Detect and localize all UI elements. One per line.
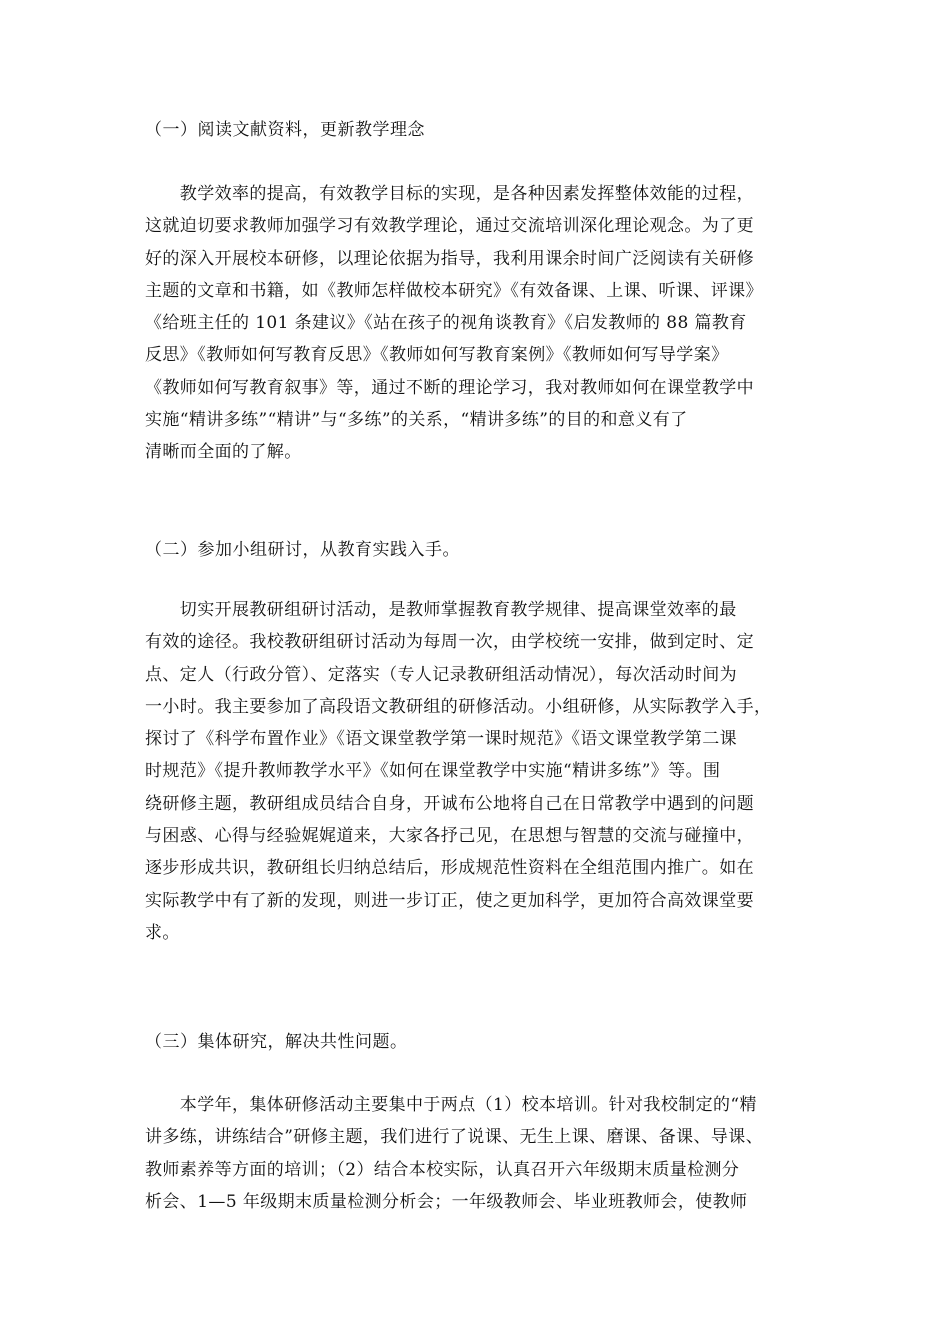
paragraph-line: 反思》《教师如何写教育反思》《教师如何写教育案例》《教师如何写导学案》: [145, 345, 729, 366]
section-heading-3: （三）集体研究，解决共性问题。: [145, 1032, 408, 1052]
paragraph-line: 主题的文章和书籍，如《教师怎样做校本研究》《有效备课、上课、听课、评课》: [145, 280, 763, 301]
paragraph-line: 时规范》《提升教师教学水平》《如何在课堂教学中实施“精讲多练”》等。围: [145, 761, 721, 782]
section-paragraph-2: [145, 594, 815, 949]
paragraph-line: 逐步形成共识，教研组长归纳总结后，形成规范性资料在全组范围内推广。如在: [145, 858, 754, 879]
paragraph-line: 《教师如何写教育叙事》等，通过不断的理论学习，我对教师如何在课堂教学中: [145, 377, 754, 398]
paragraph-line: 析会、1—5 年级期末质量检测分析会；一年级教师会、毕业班教师会，使教师: [145, 1191, 748, 1212]
paragraph-line: 教师素养等方面的培训；（2）结合本校实际，认真召开六年级期末质量检测分: [145, 1159, 740, 1180]
paragraph-line: 教学效率的提高，有效教学目标的实现，是各种因素发挥整体效能的过程，: [145, 184, 754, 204]
paragraph-line: 清晰而全面的了解。: [145, 442, 302, 463]
paragraph-line: 探讨了《科学布置作业》《语文课堂教学第一课时规范》《语文课堂教学第二课: [145, 729, 737, 750]
paragraph-line: 实际教学中有了新的发现，则进一步订正，使之更加科学，更加符合高效课堂要: [145, 890, 754, 911]
section-paragraph-1: [145, 178, 815, 469]
paragraph-line: 《给班主任的 101 条建议》《站在孩子的视角谈教育》《启发教师的 88 篇教育: [145, 313, 747, 334]
paragraph-line: 一小时。我主要参加了高段语文教研组的研修活动。小组研修，从实际教学入手，: [145, 696, 772, 717]
paragraph-line: 点、定人（行政分管）、定落实（专人记录教研组活动情况），每次活动时间为: [145, 664, 737, 685]
paragraph-line: 求。: [145, 922, 180, 943]
paragraph-line: 实施“精讲多练”“精讲”与“多练”的关系，“精讲多练”的目的和意义有了: [145, 410, 688, 431]
paragraph-line: 有效的途径。我校教研组研讨活动为每周一次，由学校统一安排，做到定时、定: [145, 632, 754, 653]
section-paragraph-3: [145, 1089, 815, 1218]
paragraph-line: 绕研修主题，教研组成员结合自身，开诚布公地将自己在日常教学中遇到的问题: [145, 793, 754, 814]
section-heading-1: （一）阅读文献资料，更新教学理念: [145, 120, 425, 140]
paragraph-line: 讲多练，讲练结合”研修主题，我们进行了说课、无生上课、磨课、备课、导课、: [145, 1127, 764, 1148]
section-heading-2: （二）参加小组研讨，从教育实践入手。: [145, 540, 460, 560]
paragraph-line: 切实开展教研组研讨活动，是教师掌握教育教学规律、提高课堂效率的最: [145, 600, 737, 620]
paragraph-line: 好的深入开展校本研修，以理论依据为指导，我利用课余时间广泛阅读有关研修: [145, 248, 754, 269]
paragraph-line: 与困惑、心得与经验娓娓道来，大家各抒己见，在思想与智慧的交流与碰撞中，: [145, 826, 754, 847]
paragraph-line: 这就迫切要求教师加强学习有效教学理论，通过交流培训深化理论观念。为了更: [145, 216, 754, 237]
paragraph-line: 本学年，集体研修活动主要集中于两点（1）校本培训。针对我校制定的“精: [145, 1095, 757, 1115]
